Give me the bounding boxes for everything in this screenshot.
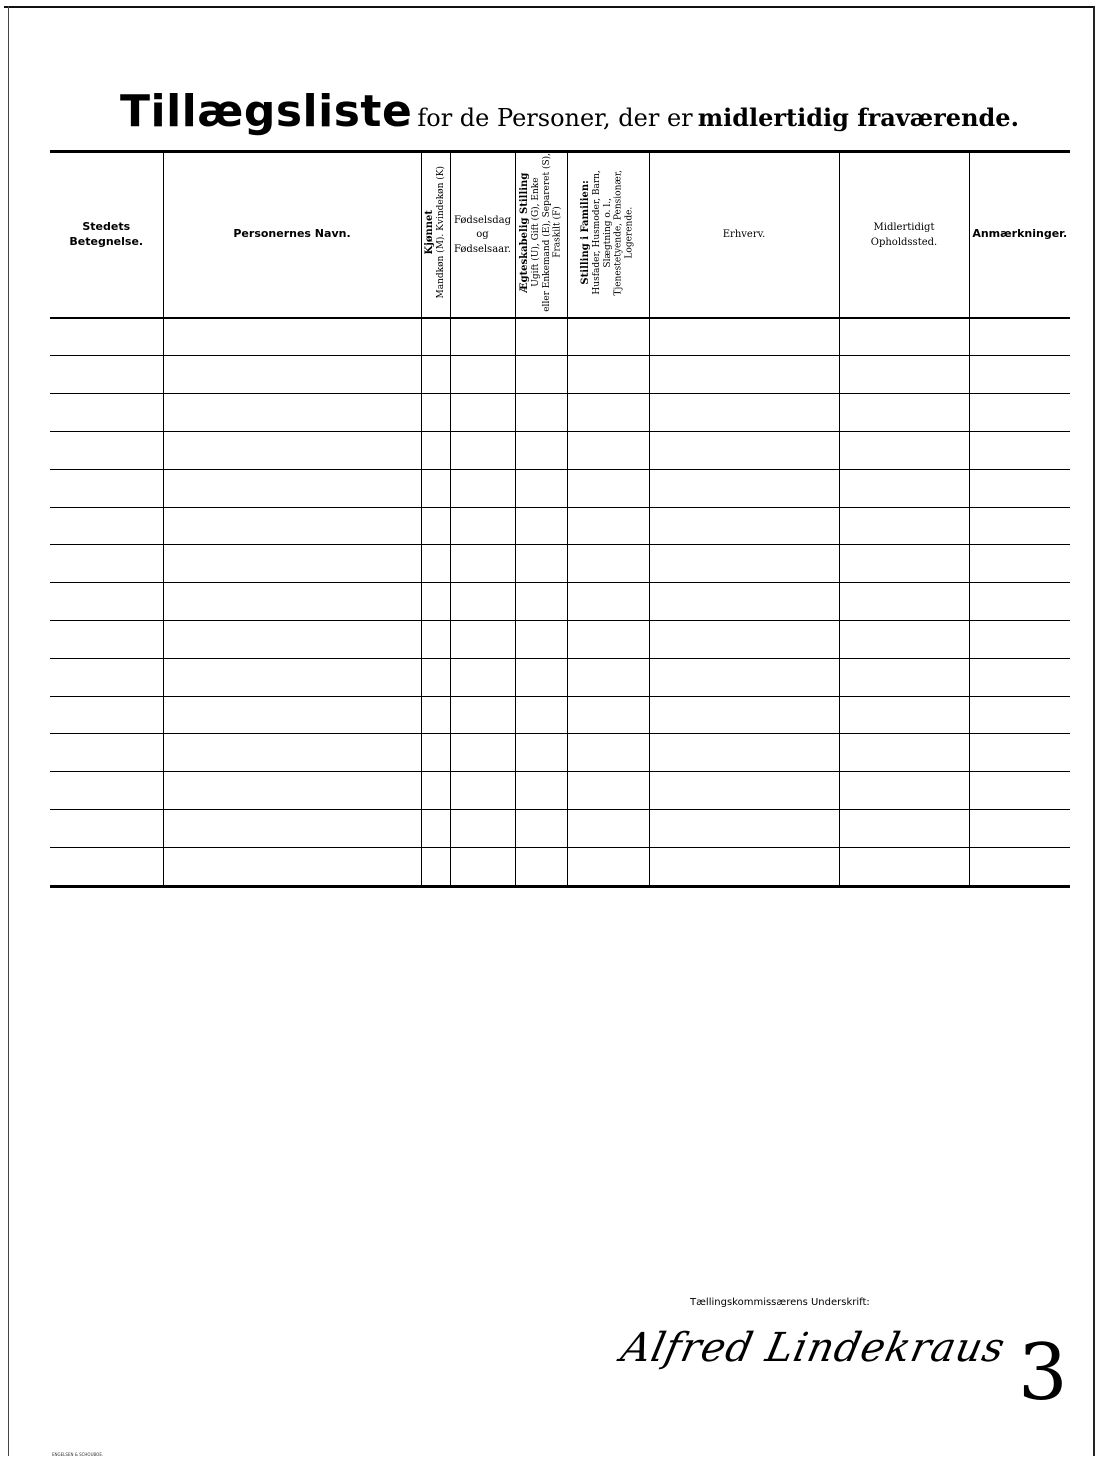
table-cell[interactable] (649, 507, 839, 545)
col-stedets-line2: Betegnelse. (69, 234, 144, 248)
table-cell[interactable] (50, 583, 163, 621)
table-cell[interactable] (515, 696, 567, 734)
table-cell[interactable] (839, 583, 969, 621)
table-cell[interactable] (839, 809, 969, 847)
table-row (50, 356, 1070, 394)
table-cell[interactable] (649, 469, 839, 507)
table-cell[interactable] (567, 620, 649, 658)
table-cell[interactable] (515, 356, 567, 394)
col-kjonnet-line2: Mandkøn (M). Kvindekøn (K) (436, 166, 447, 299)
col-stedets-line1: Stedets (82, 219, 131, 233)
table-cell[interactable] (839, 545, 969, 583)
table-cell[interactable] (839, 507, 969, 545)
table-cell[interactable] (839, 356, 969, 394)
table-cell[interactable] (421, 507, 450, 545)
handwritten-signature: Alfred Lindekraus (617, 1325, 1010, 1371)
table-cell[interactable] (649, 394, 839, 432)
table-row (50, 809, 1070, 847)
table-cell[interactable] (649, 847, 839, 886)
table-cell[interactable] (515, 772, 567, 810)
table-cell[interactable] (969, 318, 1070, 356)
signature-label: Tællingskommissærens Underskrift: (690, 1297, 870, 1308)
table-cell[interactable] (450, 809, 515, 847)
table-row (50, 847, 1070, 886)
table-cell[interactable] (969, 507, 1070, 545)
table-cell[interactable] (567, 696, 649, 734)
table-cell[interactable] (839, 696, 969, 734)
table-cell[interactable] (450, 545, 515, 583)
col-anmaerk-label: Anmærkninger. (972, 227, 1068, 241)
page-border-right (1093, 6, 1095, 1456)
table-cell[interactable] (421, 734, 450, 772)
table-cell[interactable] (567, 545, 649, 583)
page-border-left (8, 6, 9, 1456)
col-aegteskab-vertical (519, 153, 563, 312)
table-cell[interactable] (649, 432, 839, 470)
page-number: 3 (1018, 1328, 1068, 1418)
col-fodsel-line2: og (476, 229, 489, 241)
table-cell[interactable] (450, 469, 515, 507)
table-cell[interactable] (567, 847, 649, 886)
table-row (50, 772, 1070, 810)
table-cell[interactable] (649, 545, 839, 583)
table-cell[interactable] (567, 469, 649, 507)
table-cell[interactable] (649, 734, 839, 772)
col-ophold-line1: Midlertidigt (873, 221, 935, 233)
col-kjonnet-vertical (424, 166, 447, 298)
table-row (50, 620, 1070, 658)
table-cell[interactable] (163, 620, 421, 658)
table-cell[interactable] (969, 696, 1070, 734)
col-personernes-navn (163, 152, 421, 318)
table-cell[interactable] (969, 432, 1070, 470)
page-border-top (4, 6, 1094, 8)
table-cell[interactable] (421, 356, 450, 394)
table-row (50, 318, 1070, 356)
table-cell[interactable] (50, 318, 163, 356)
table-cell[interactable] (450, 734, 515, 772)
table-cell[interactable] (969, 734, 1070, 772)
table-cell[interactable] (515, 545, 567, 583)
table-cell[interactable] (649, 809, 839, 847)
table-cell[interactable] (567, 583, 649, 621)
table-cell[interactable] (421, 620, 450, 658)
table-cell[interactable] (567, 432, 649, 470)
table-cell[interactable] (515, 469, 567, 507)
table-cell[interactable] (450, 847, 515, 886)
table-cell[interactable] (421, 772, 450, 810)
table-cell[interactable] (839, 847, 969, 886)
page-title (120, 86, 1040, 142)
table-cell[interactable] (421, 432, 450, 470)
table-cell[interactable] (515, 847, 567, 886)
col-aegteskabelig-stilling (515, 152, 567, 318)
table-cell[interactable] (567, 734, 649, 772)
title-part2: midlertidig fraværende. (697, 103, 1019, 132)
table-row (50, 432, 1070, 470)
col-anmaerkninger (969, 152, 1070, 318)
table-cell[interactable] (839, 734, 969, 772)
table-cell[interactable] (421, 583, 450, 621)
table-cell[interactable] (50, 772, 163, 810)
col-familien-line2: Husfader, Husmoder, Barn, (592, 170, 603, 295)
table-cell[interactable] (839, 394, 969, 432)
table-cell[interactable] (50, 809, 163, 847)
table-cell[interactable] (450, 507, 515, 545)
table-cell[interactable] (969, 847, 1070, 886)
table-cell[interactable] (567, 356, 649, 394)
table-cell[interactable] (567, 507, 649, 545)
table-cell[interactable] (515, 620, 567, 658)
table-cell[interactable] (50, 356, 163, 394)
table-cell[interactable] (50, 507, 163, 545)
table-cell[interactable] (450, 356, 515, 394)
table-cell[interactable] (969, 469, 1070, 507)
table-cell[interactable] (969, 772, 1070, 810)
col-fodsel-line1: Fødselsdag (454, 214, 511, 226)
table-cell[interactable] (50, 847, 163, 886)
table-row (50, 545, 1070, 583)
table-cell[interactable] (50, 734, 163, 772)
col-stilling-familien (567, 152, 649, 318)
col-erhverv-label: Erhverv. (722, 229, 766, 241)
col-familien-line1: Stilling i Familien: (580, 180, 592, 285)
table-cell[interactable] (969, 394, 1070, 432)
table-cell[interactable] (515, 318, 567, 356)
table-cell[interactable] (969, 620, 1070, 658)
table-cell[interactable] (421, 809, 450, 847)
col-aegteskab-line3: eller Enkemand (E), Separeret (S), (541, 153, 552, 312)
table-cell[interactable] (163, 847, 421, 886)
table-cell[interactable] (421, 394, 450, 432)
table-cell[interactable] (839, 658, 969, 696)
table-cell[interactable] (839, 432, 969, 470)
table-cell[interactable] (163, 809, 421, 847)
table-cell[interactable] (567, 394, 649, 432)
table-cell[interactable] (421, 469, 450, 507)
table-cell[interactable] (163, 356, 421, 394)
table-cell[interactable] (649, 620, 839, 658)
title-main: Tillægsliste (120, 86, 413, 137)
col-familien-vertical (580, 170, 635, 296)
table-cell[interactable] (515, 583, 567, 621)
table-cell[interactable] (839, 772, 969, 810)
table-row (50, 394, 1070, 432)
table-row (50, 696, 1070, 734)
table-cell[interactable] (163, 394, 421, 432)
table-cell[interactable] (839, 318, 969, 356)
col-erhverv (649, 152, 839, 318)
table-cell[interactable] (450, 583, 515, 621)
table-cell[interactable] (515, 507, 567, 545)
col-ophold-line2: Opholdssted. (870, 236, 938, 248)
census-table (50, 150, 1070, 888)
table-cell[interactable] (515, 734, 567, 772)
table-cell[interactable] (163, 772, 421, 810)
table-cell[interactable] (163, 696, 421, 734)
col-familien-line4: Tjenestetyende, Pensionær, (614, 169, 624, 296)
table-cell[interactable] (50, 394, 163, 432)
table-cell[interactable] (163, 318, 421, 356)
col-aegteskab-line2: Ugift (U), Gift (G), Enke (530, 177, 541, 288)
table-body (50, 318, 1070, 886)
table-cell[interactable] (50, 469, 163, 507)
table-cell[interactable] (969, 356, 1070, 394)
header-row (50, 152, 1070, 318)
table-cell[interactable] (50, 696, 163, 734)
table-cell[interactable] (450, 394, 515, 432)
col-kjonnet-line1: Kjønnet (424, 210, 436, 255)
table-cell[interactable] (163, 545, 421, 583)
table-cell[interactable] (567, 318, 649, 356)
table-cell[interactable] (649, 318, 839, 356)
table-cell[interactable] (649, 658, 839, 696)
table-cell[interactable] (450, 696, 515, 734)
table-cell[interactable] (515, 658, 567, 696)
table-row (50, 469, 1070, 507)
table-cell[interactable] (649, 356, 839, 394)
table-cell[interactable] (50, 545, 163, 583)
col-midlertidigt-opholdssted (839, 152, 969, 318)
table-cell[interactable] (969, 583, 1070, 621)
table-cell[interactable] (421, 318, 450, 356)
table-cell[interactable] (163, 658, 421, 696)
table-cell[interactable] (969, 809, 1070, 847)
col-navn-label: Personernes Navn. (233, 227, 351, 241)
table-row (50, 734, 1070, 772)
col-aegteskab-line4: Fraskilt (F) (552, 206, 563, 259)
table-cell[interactable] (515, 394, 567, 432)
table-cell[interactable] (163, 507, 421, 545)
table-cell[interactable] (649, 696, 839, 734)
title-part1: for de Personer, der er (417, 104, 693, 132)
table-cell[interactable] (421, 847, 450, 886)
table-cell[interactable] (163, 432, 421, 470)
table-cell[interactable] (649, 583, 839, 621)
table-cell[interactable] (163, 734, 421, 772)
printer-mark: ENGELSEN & SCHOUBOE. (52, 1452, 104, 1457)
table-cell[interactable] (450, 772, 515, 810)
table-cell[interactable] (839, 469, 969, 507)
table-cell[interactable] (515, 809, 567, 847)
table-cell[interactable] (450, 620, 515, 658)
table-cell[interactable] (450, 658, 515, 696)
table-cell[interactable] (163, 469, 421, 507)
table-cell[interactable] (649, 772, 839, 810)
table-row (50, 658, 1070, 696)
table-cell[interactable] (50, 620, 163, 658)
col-kjonnet (421, 152, 450, 318)
table-row (50, 507, 1070, 545)
table-cell[interactable] (50, 432, 163, 470)
table-cell[interactable] (421, 658, 450, 696)
col-stedets-betegnelse (50, 152, 163, 318)
table-cell[interactable] (450, 318, 515, 356)
table-cell[interactable] (567, 772, 649, 810)
table-cell[interactable] (163, 583, 421, 621)
table-cell[interactable] (969, 545, 1070, 583)
table-cell[interactable] (421, 545, 450, 583)
col-fodselsdag (450, 152, 515, 318)
col-fodsel-line3: Fødselsaar. (454, 244, 511, 256)
table-cell[interactable] (567, 658, 649, 696)
table-cell[interactable] (567, 809, 649, 847)
table-cell[interactable] (969, 658, 1070, 696)
table-cell[interactable] (450, 432, 515, 470)
col-familien-line3: Slægtning o. l., (603, 197, 614, 268)
table-cell[interactable] (50, 658, 163, 696)
col-familien-line5: Logerende. (624, 206, 635, 259)
table-cell[interactable] (515, 432, 567, 470)
table-cell[interactable] (421, 696, 450, 734)
table-cell[interactable] (839, 620, 969, 658)
table-row (50, 583, 1070, 621)
col-aegteskab-line1: Ægteskabelig Stilling (518, 172, 530, 293)
